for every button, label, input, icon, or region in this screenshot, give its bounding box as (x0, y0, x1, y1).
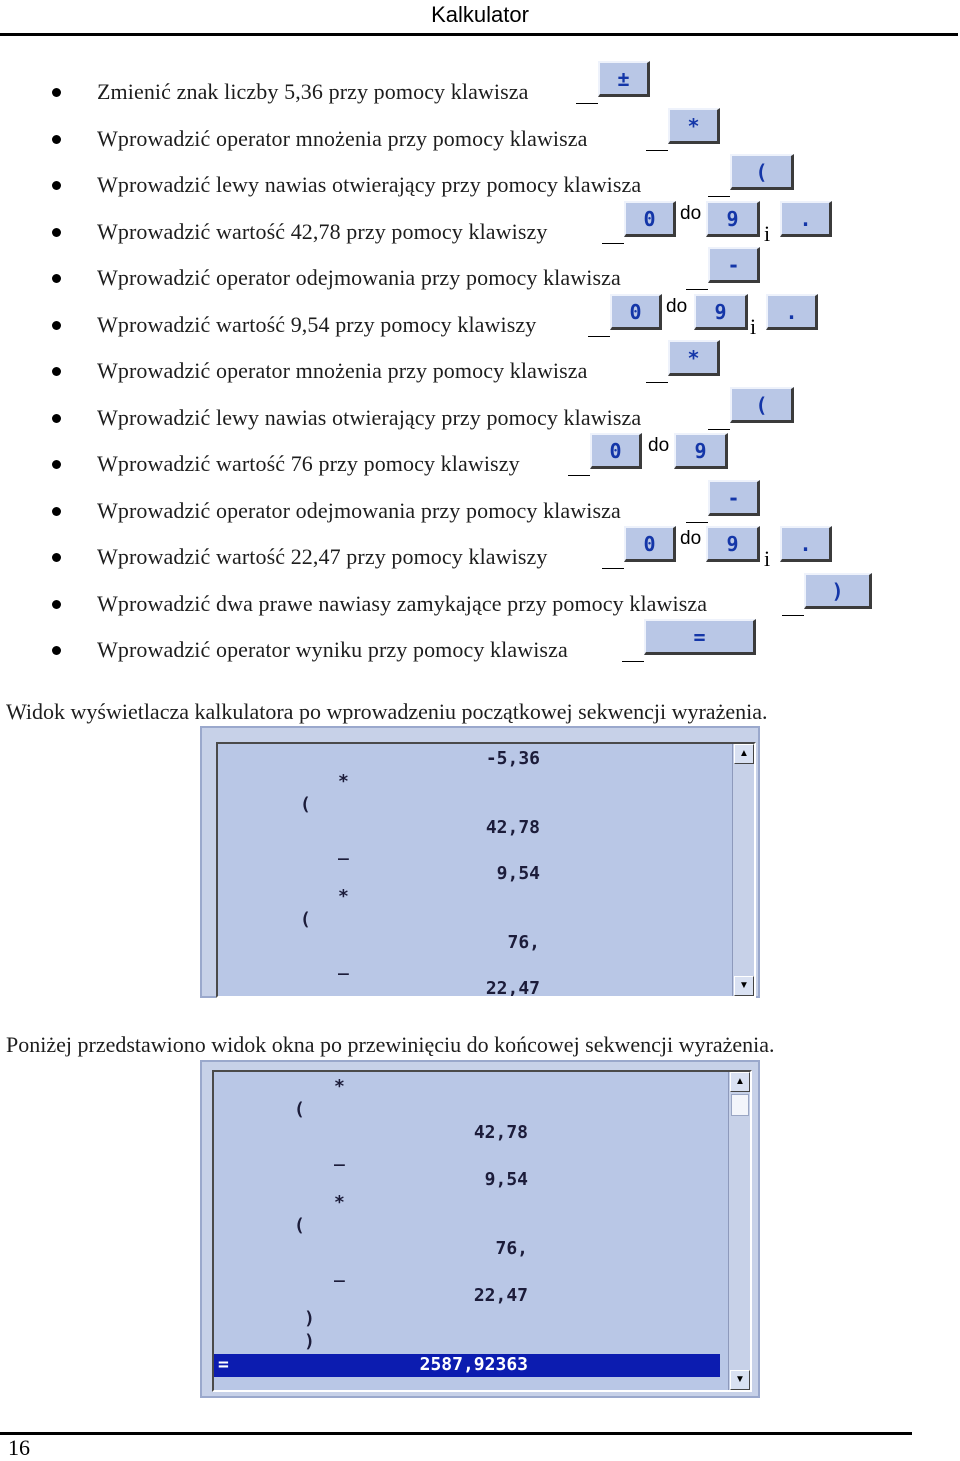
tape-line[interactable] (214, 1076, 720, 1099)
instruction-text: Wprowadzić lewy nawias otwierający przy pomocy klawisza (97, 405, 642, 430)
result-line[interactable] (214, 1354, 720, 1377)
bullet-icon (52, 460, 61, 469)
instruction-text: Wprowadzić operator odejmowania przy pomocy klawisza (97, 265, 621, 290)
bullet-icon (52, 414, 61, 423)
conjunction-i: i (764, 546, 771, 571)
instruction-list (0, 0, 960, 680)
tape-line[interactable] (218, 794, 724, 817)
tape-number: 22,47 (485, 978, 540, 998)
scroll-up-icon[interactable]: ▲ (730, 1072, 750, 1092)
display-tape[interactable] (212, 1070, 752, 1392)
digit-9-key[interactable]: 9 (694, 294, 748, 330)
bullet-icon (52, 507, 61, 516)
conjunction-i: i (764, 221, 771, 246)
tape-number: 42,78 (473, 1122, 528, 1144)
minus-key[interactable]: - (708, 247, 760, 283)
instruction-text: Wprowadzić wartość 22,47 przy pomocy klawiszy (97, 544, 548, 569)
tape-line[interactable] (218, 771, 724, 794)
tape-operator: * (334, 1192, 345, 1213)
instruction-step (0, 624, 960, 675)
scroll-thumb[interactable] (731, 1094, 749, 1116)
display-scrollbar[interactable] (728, 1072, 750, 1390)
instruction-text: Wprowadzić wartość 9,54 przy pomocy klawiszy (97, 312, 537, 337)
tape-line[interactable] (214, 1192, 720, 1215)
key-leader-line (602, 568, 624, 569)
decimal-point-key[interactable]: . (780, 526, 832, 562)
instruction-step (0, 296, 960, 350)
tape-line[interactable] (214, 1215, 720, 1238)
caption-scrolled-view: Poniżej przedstawiono widok okna po przewinięciu do końcowej sekwencji wyrażenia. (6, 1032, 775, 1057)
tape-number: 9,54 (496, 863, 540, 884)
digit-0-key[interactable]: 0 (610, 294, 662, 330)
tape-number: 42,78 (485, 817, 540, 838)
key-leader-line (622, 661, 644, 662)
bullet-icon (52, 135, 61, 144)
key-leader-line (708, 429, 730, 430)
instruction-text: Wprowadzić dwa prawe nawiasy zamykające przy pomocy klawisza (97, 591, 708, 616)
tape-operator: _ (334, 1145, 345, 1167)
page-number: 16 (8, 1435, 30, 1460)
tape-line[interactable] (214, 1122, 720, 1145)
calculator-display-scrolled (200, 1060, 760, 1398)
tape-line[interactable] (218, 748, 724, 771)
tape-operator: * (334, 1076, 345, 1097)
tape-operator: _ (338, 840, 349, 861)
tape-operator: ( (300, 794, 311, 815)
calculator-display-initial (200, 726, 760, 998)
instruction-step (0, 435, 960, 489)
range-joiner-do: do (648, 435, 670, 456)
bullet-icon (52, 321, 61, 330)
instruction-step (0, 578, 960, 629)
bullet-icon (52, 367, 61, 376)
instruction-text: Wprowadzić operator mnożenia przy pomocy klawisza (97, 358, 588, 383)
key-leader-line (686, 522, 708, 523)
instruction-text: Wprowadzić operator odejmowania przy pomocy klawisza (97, 498, 621, 523)
tape-line[interactable] (218, 932, 724, 955)
instruction-step (0, 66, 960, 117)
key-leader-line (568, 475, 590, 476)
decimal-point-key[interactable]: . (766, 294, 818, 330)
tape-line[interactable] (214, 1169, 720, 1192)
bullet-icon (52, 228, 61, 237)
tape-operator: * (338, 771, 349, 792)
instruction-text: Wprowadzić operator wyniku przy pomocy klawisza (97, 637, 568, 662)
key-leader-line (588, 336, 610, 337)
tape-line[interactable] (214, 1146, 720, 1169)
scroll-down-icon[interactable]: ▼ (730, 1370, 750, 1390)
range-joiner-do: do (666, 296, 688, 317)
tape-operator: ) (304, 1331, 315, 1353)
tape-line[interactable] (214, 1262, 720, 1285)
key-leader-line (686, 289, 708, 290)
scroll-down-icon[interactable]: ▼ (734, 976, 754, 996)
tape-operator: = (218, 1354, 229, 1376)
instruction-text: Wprowadzić wartość 76 przy pomocy klawiszy (97, 451, 520, 476)
range-joiner-do: do (680, 203, 702, 224)
digit-0-key[interactable]: 0 (590, 433, 642, 469)
digit-9-key[interactable]: 9 (674, 433, 728, 469)
conjunction-i: i (750, 314, 757, 339)
digit-9-key[interactable]: 9 (706, 526, 760, 562)
plus-minus-key[interactable]: ± (598, 61, 650, 97)
instruction-step (0, 203, 960, 257)
left-paren-key[interactable]: ( (730, 154, 794, 190)
tape-operator: _ (334, 1261, 345, 1283)
right-paren-key[interactable]: ) (804, 573, 872, 609)
decimal-point-key[interactable]: . (780, 201, 832, 237)
instruction-text: Wprowadzić lewy nawias otwierający przy pomocy klawisza (97, 172, 642, 197)
bullet-icon (52, 600, 61, 609)
range-joiner-do: do (680, 528, 702, 549)
multiply-key[interactable]: * (668, 108, 720, 144)
display-scrollbar[interactable] (732, 744, 754, 996)
key-leader-line (602, 243, 624, 244)
instruction-text: Wprowadzić operator mnożenia przy pomocy klawisza (97, 126, 588, 151)
tape-line[interactable] (218, 886, 724, 909)
tape-number: 22,47 (473, 1284, 528, 1306)
page-header-title: Kalkulator (431, 2, 529, 27)
instruction-step (0, 392, 960, 443)
bullet-icon (52, 181, 61, 190)
tape-operator: ( (300, 909, 311, 930)
tape-line[interactable] (214, 1331, 720, 1354)
digit-0-key[interactable]: 0 (624, 526, 676, 562)
tape-operator: ( (294, 1099, 305, 1121)
digit-9-key[interactable]: 9 (706, 201, 760, 237)
tape-operator: ( (294, 1215, 305, 1237)
left-paren-key[interactable]: ( (730, 387, 794, 423)
tape-line[interactable] (218, 909, 724, 932)
tape-number: 2587,92363 (419, 1354, 528, 1376)
display-tape[interactable] (216, 742, 756, 998)
bullet-icon (52, 646, 61, 655)
instruction-text: Zmienić znak liczby 5,36 przy pomocy klawisza (97, 79, 529, 104)
key-leader-line (782, 615, 804, 616)
bullet-icon (52, 553, 61, 562)
key-leader-line (576, 103, 598, 104)
caption-initial-view: Widok wyświetlacza kalkulatora po wprowadzeniu początkowej sekwencji wyrażenia. (6, 699, 768, 724)
tape-number: 76, (495, 1238, 528, 1260)
tape-number: 76, (507, 932, 540, 953)
tape-line[interactable] (218, 978, 724, 998)
tape-line[interactable] (218, 817, 724, 840)
digit-0-key[interactable]: 0 (624, 201, 676, 237)
tape-operator: ) (304, 1308, 315, 1329)
bullet-icon (52, 274, 61, 283)
tape-line[interactable] (214, 1308, 720, 1331)
tape-number: 9,54 (484, 1168, 528, 1190)
key-leader-line (646, 150, 668, 151)
instruction-step (0, 345, 960, 396)
tape-operator: _ (338, 955, 349, 976)
tape-line[interactable] (214, 1099, 720, 1122)
key-leader-line (708, 196, 730, 197)
tape-operator: * (338, 886, 349, 907)
bullet-icon (52, 88, 61, 97)
minus-key[interactable]: - (708, 480, 760, 516)
equals-key[interactable]: = (644, 619, 756, 655)
tape-line[interactable] (218, 955, 724, 978)
instruction-text: Wprowadzić wartość 42,78 przy pomocy klawiszy (97, 219, 548, 244)
tape-line[interactable] (214, 1238, 720, 1261)
tape-line[interactable] (214, 1285, 720, 1308)
instruction-step (0, 113, 960, 164)
tape-number: -5,36 (485, 748, 540, 769)
key-leader-line (646, 382, 668, 383)
tape-line[interactable] (218, 863, 724, 886)
tape-line[interactable] (218, 840, 724, 863)
footer-rule (0, 1432, 912, 1435)
multiply-key[interactable]: * (668, 340, 720, 376)
scroll-up-icon[interactable]: ▲ (734, 744, 754, 764)
